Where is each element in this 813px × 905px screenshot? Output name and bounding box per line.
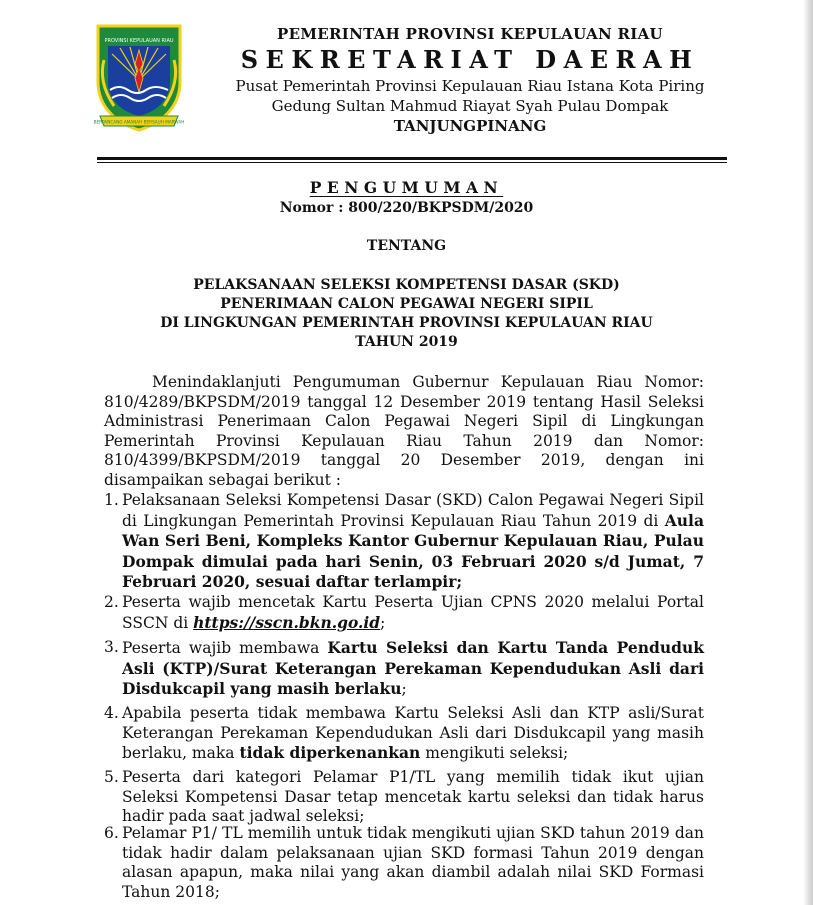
item-text-segment: mengikuti seleksi; (420, 744, 569, 762)
office-city: TANJUNGPINANG (393, 117, 547, 135)
list-item-text (122, 593, 704, 633)
item-text-segment: Peserta wajib membawa (122, 639, 328, 657)
announcement-title: PENGUMUMAN (309, 178, 504, 197)
office-address-line2: Gedung Sultan Mahmud Riayat Syah Pulau Dompak (271, 97, 669, 115)
list-item-text: Pelamar P1/ TL memilih untuk tidak mengikuti ujian SKD tahun 2019 dan tidak hadir dalam pelaksanaan ujian SKD formasi Tahun 2019 dengan alasan apapun, maka nilai yang akan diambil adalah nilai SKD Formasi Tahun 2018; (122, 824, 704, 901)
letterhead-text (212, 24, 728, 137)
subject-line: DI LINGKUNGAN PEMERINTAH PROVINSI KEPULAUAN RIAU (160, 315, 653, 331)
subject-line: PELAKSANAAN SELEKSI KOMPETENSI DASAR (SKD) (193, 277, 620, 293)
province-emblem-icon (94, 20, 184, 135)
announcement-subject (0, 276, 813, 352)
office-address-line1: Pusat Pemerintah Provinsi Kepulauan Riau Istana Kota Piring (235, 77, 705, 95)
list-item-number: 4. (104, 704, 119, 722)
list-item (104, 768, 704, 827)
office-name: SEKRETARIAT DAERAH (240, 45, 700, 74)
letterhead-divider-thick (97, 157, 727, 160)
letterhead (0, 0, 813, 160)
item-bold-segment: Kartu Seleksi dan Kartu Tanda Penduduk Asli (KTP)/Surat Keterangan Perekaman Kependudukan Asli dari Disdukcapil yang masih berlaku (122, 638, 704, 698)
item-text-segment: ; (380, 613, 386, 632)
list-item-text: Peserta dari kategori Pelamar P1/TL yang memilih tidak ikut ujian Seleksi Kompetensi Dasar tetap mencetak kartu seleksi dan tidak harus hadir pada saat jadwal seleksi; (122, 768, 704, 825)
government-name: PEMERINTAH PROVINSI KEPULAUAN RIAU (277, 25, 663, 43)
item-text-segment: ; (401, 680, 407, 698)
list-item (104, 491, 704, 593)
list-item (104, 704, 704, 764)
list-item-text (122, 491, 704, 593)
subject-line: PENERIMAAN CALON PEGAWAI NEGERI SIPIL (220, 296, 593, 312)
svg-text:PROVINSI KEPULAUAN RIAU: PROVINSI KEPULAUAN RIAU (104, 38, 174, 44)
item-text-segment: Peserta wajib mencetak Kartu Peserta Ujian CPNS 2020 melalui Portal SSCN di (122, 593, 704, 632)
letterhead-divider-thin (97, 162, 727, 163)
list-item-text (122, 704, 704, 764)
item-bold-segment: Aula Wan Seri Beni, Kompleks Kantor Gubernur Kepulauan Riau, Pulau Dompak dimulai pada hari Senin, 03 Februari 2020 s/d Jumat, 7 Februari 2020, sesuai daftar terlampir; (122, 510, 704, 591)
list-item-number: 3. (104, 638, 119, 656)
list-item-number: 2. (104, 593, 119, 611)
sscn-portal-link[interactable]: https://sscn.bkn.go.id (193, 612, 381, 632)
list-item-number: 1. (104, 491, 119, 509)
intro-paragraph: Menindaklanjuti Pengumuman Gubernur Kepulauan Riau Nomor: 810/4289/BKPSDM/2019 tanggal 12 Desember 2019 tentang Hasil Seleksi Administrasi Penerimaan Calon Pegawai Negeri Sipil di Lingkungan Pemerintah Provinsi Kepulauan Riau Tahun 2019 dan Nomor: 810/4399/BKPSDM/2019 tanggal 20 Desember 2019, dengan ini disampaikan sebagai berikut : (104, 373, 704, 489)
page-edge-shadow (803, 0, 813, 905)
list-item-number: 6. (104, 824, 119, 842)
item-text-segment: Pelaksanaan Seleksi Kompetensi Dasar (SKD) Calon Pegawai Negeri Sipil di Lingkungan Pemerintah Provinsi Kepulauan Riau Tahun 2019 di (122, 491, 704, 530)
list-item-number: 5. (104, 768, 119, 786)
svg-text:BERPANCANG AMANAH BERSAUH MARW: BERPANCANG AMANAH BERSAUH MARWAH (94, 119, 184, 125)
list-item-text (122, 638, 704, 700)
announcement-number: Nomor : 800/220/BKPSDM/2020 (279, 200, 534, 216)
item-bold-segment: tidak diperkenankan (239, 743, 421, 762)
list-item (104, 638, 704, 700)
subject-line: TAHUN 2019 (355, 334, 458, 350)
list-item (104, 824, 704, 902)
announcement-about: TENTANG (366, 238, 447, 254)
item-text-segment: Apabila peserta tidak membawa Kartu Seleksi Asli dan KTP asli/Surat Keterangan Perekaman Kependudukan Asli dari Disdukcapil yang masih berlaku, maka (122, 704, 704, 762)
list-item (104, 593, 704, 633)
